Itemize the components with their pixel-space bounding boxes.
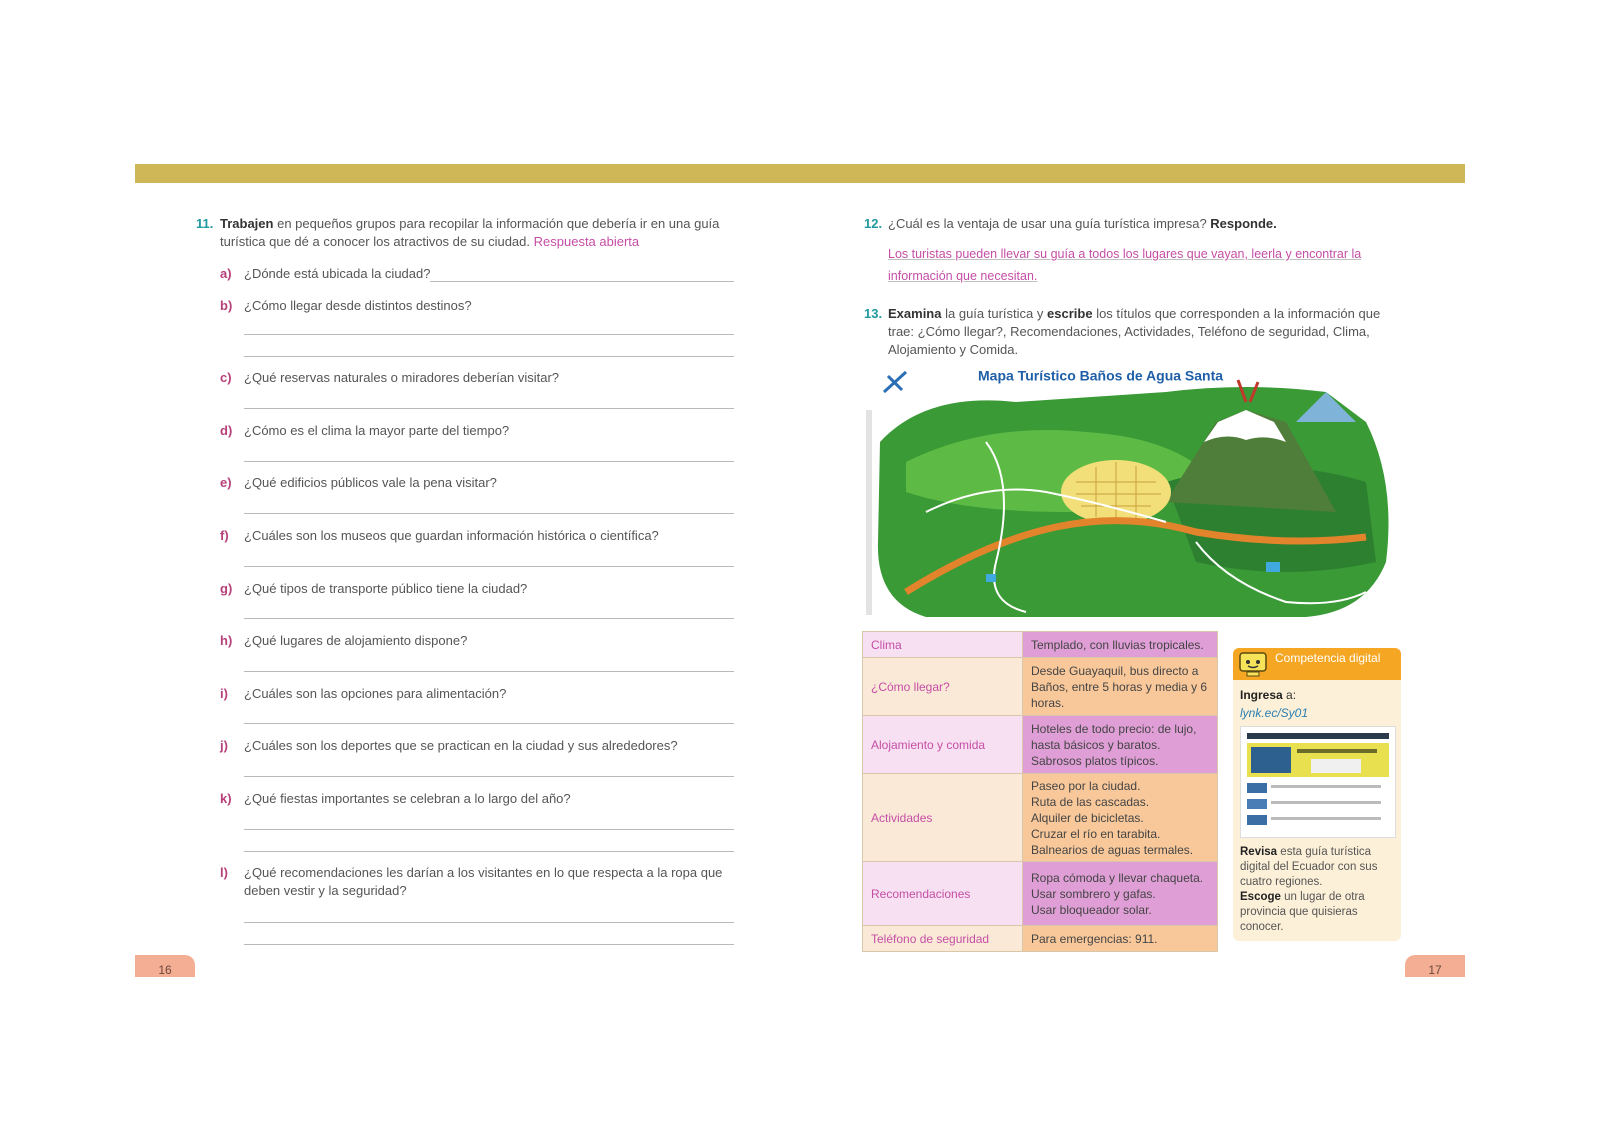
sub-question-text: ¿Cómo es el clima la mayor parte del tiempo? [244,423,510,438]
row-value: Paseo por la ciudad. Ruta de las cascadas. Alquiler de bicicletas. Cruzar el río en tarabita. Balnearios de aguas termales. [1023,774,1218,862]
answer-text: Los turistas pueden llevar su guía a todos los lugares que vayan, leerla y encontrar la información que necesitan. [888,247,1362,283]
ingresa-rest: a: [1286,688,1297,702]
computer-icon [1237,650,1271,678]
answer-line[interactable] [244,618,734,619]
answer-line[interactable] [430,281,734,282]
row-label: Clima [863,632,1023,658]
row-label: Actividades [863,774,1023,862]
sub-question-letter: l) [220,865,228,880]
competencia-header [1233,648,1401,680]
row-value: Desde Guayaquil, bus directo a Baños, entre 5 horas y media y 6 horas. [1023,658,1218,716]
competencia-description [1240,845,1396,935]
sub-question-letter: f) [220,528,229,543]
sub-question-text: ¿Qué lugares de alojamiento dispone? [244,633,468,648]
sub-question-text: ¿Cuáles son los deportes que se practican en la ciudad y sus alrededores? [244,738,678,753]
sub-question-letter: a) [220,266,232,281]
escoge-text: un lugar de otra provincia que quisieras conocer. [1240,891,1365,933]
row-label: Recomendaciones [863,862,1023,926]
sub-question-letter: h) [220,633,233,648]
table-row [863,926,1218,952]
answer-line[interactable] [244,723,734,724]
pool [986,574,996,582]
answer-line[interactable] [244,408,734,409]
table-row [863,632,1218,658]
sub-question-text: ¿Qué recomendaciones les darían a los visitantes en lo que respecta a la ropa que deben vestir y la seguridad? [244,865,723,898]
question-12 [864,215,1400,233]
sub-question-letter: c) [220,370,232,385]
question-13 [864,305,1400,359]
website-thumbnail [1240,726,1396,838]
header-bar [135,164,1465,183]
row-label: ¿Cómo llegar? [863,658,1023,716]
row-value: Templado, con lluvias tropicales. [1023,632,1218,658]
answer-line[interactable] [244,513,734,514]
answer-line[interactable] [244,851,734,852]
question-11 [196,215,736,251]
table-row [863,862,1218,926]
question-text: ¿Cuál es la ventaja de usar una guía turística impresa? [888,216,1207,231]
row-value: Para emergencias: 911. [1023,926,1218,952]
answer-line[interactable] [244,566,734,567]
question-verb: escribe [1047,306,1093,321]
question-verb: Examina [888,306,942,321]
page-number-right: 17 [1405,955,1465,977]
map-side-strip [866,410,872,615]
row-value: Hoteles de todo precio: de lujo, hasta básicos y baratos. Sabrosos platos típicos. [1023,716,1218,774]
answer-line[interactable] [244,776,734,777]
question-text: en pequeños grupos para recopilar la información que debería ir en una guía turística que dé a conocer los atractivos de su ciudad. [220,216,720,249]
sub-question-text: ¿Qué reservas naturales o miradores deberían visitar? [244,370,560,385]
question-text: la guía turística y [945,306,1044,321]
answer-line[interactable] [244,334,734,335]
table-row [863,774,1218,862]
competencia-digital-box [1233,648,1401,941]
row-label: Alojamiento y comida [863,716,1023,774]
answer-line[interactable] [244,461,734,462]
answer-line[interactable] [244,829,734,830]
sub-question-text: ¿Cuáles son las opciones para alimentación? [244,686,507,701]
sub-question-letter: g) [220,581,233,596]
question-verb: Responde. [1210,216,1277,231]
sub-question-text: ¿Qué fiestas importantes se celebran a lo largo del año? [244,791,571,806]
guide-info-table [862,631,1218,952]
question-number: 13. [864,306,883,321]
answer-line[interactable] [244,356,734,357]
question-verb: Trabajen [220,216,274,231]
revisa-verb: Revisa [1240,846,1278,858]
resource-link[interactable]: lynk.ec/Sy01 [1240,706,1309,720]
ingresa-line [1240,688,1296,702]
sub-question-letter: k) [220,791,232,806]
sub-question-text: ¿Cuáles son los museos que guardan información histórica o científica? [244,528,659,543]
sub-question-text: ¿Cómo llegar desde distintos destinos? [244,298,472,313]
escoge-verb: Escoge [1240,891,1281,903]
pool [1266,562,1280,572]
sub-question-letter: e) [220,475,232,490]
tourist-map [866,362,1399,620]
answer-note: Respuesta abierta [533,234,640,249]
answer-line[interactable] [244,671,734,672]
answer-12 [888,243,1398,287]
revisa-text: esta guía turística digital del Ecuador con sus cuatro regiones. [1240,846,1378,888]
question-text: los títulos que corresponden a la información que trae: ¿Cómo llegar?, Recomendaciones, Actividades, Teléfono de seguridad, Clima, Alojamiento y Comida. [888,306,1381,357]
sub-question-text: ¿Qué tipos de transporte público tiene la ciudad? [244,581,528,596]
question-number: 12. [864,216,883,231]
competencia-title: Competencia digital [1275,651,1381,665]
map-title: Mapa Turístico Baños de Agua Santa [978,367,1224,384]
sub-question-text: ¿Qué edificios públicos vale la pena visitar? [244,475,497,490]
answer-line[interactable] [244,922,734,923]
sub-question-letter: b) [220,298,233,313]
sub-question-letter: d) [220,423,233,438]
answer-line[interactable] [244,944,734,945]
row-value: Ropa cómoda y llevar chaqueta. Usar sombrero y gafas. Usar bloqueador solar. [1023,862,1218,926]
row-label: Teléfono de seguridad [863,926,1023,952]
question-number: 11. [196,216,214,231]
sub-question-text: ¿Dónde está ubicada la ciudad? [244,266,431,281]
sub-question-letter: j) [220,738,228,753]
page-number-left: 16 [135,955,195,977]
table-row [863,716,1218,774]
sub-question-letter: i) [220,686,228,701]
table-row [863,658,1218,716]
ingresa-verb: Ingresa [1240,688,1283,702]
